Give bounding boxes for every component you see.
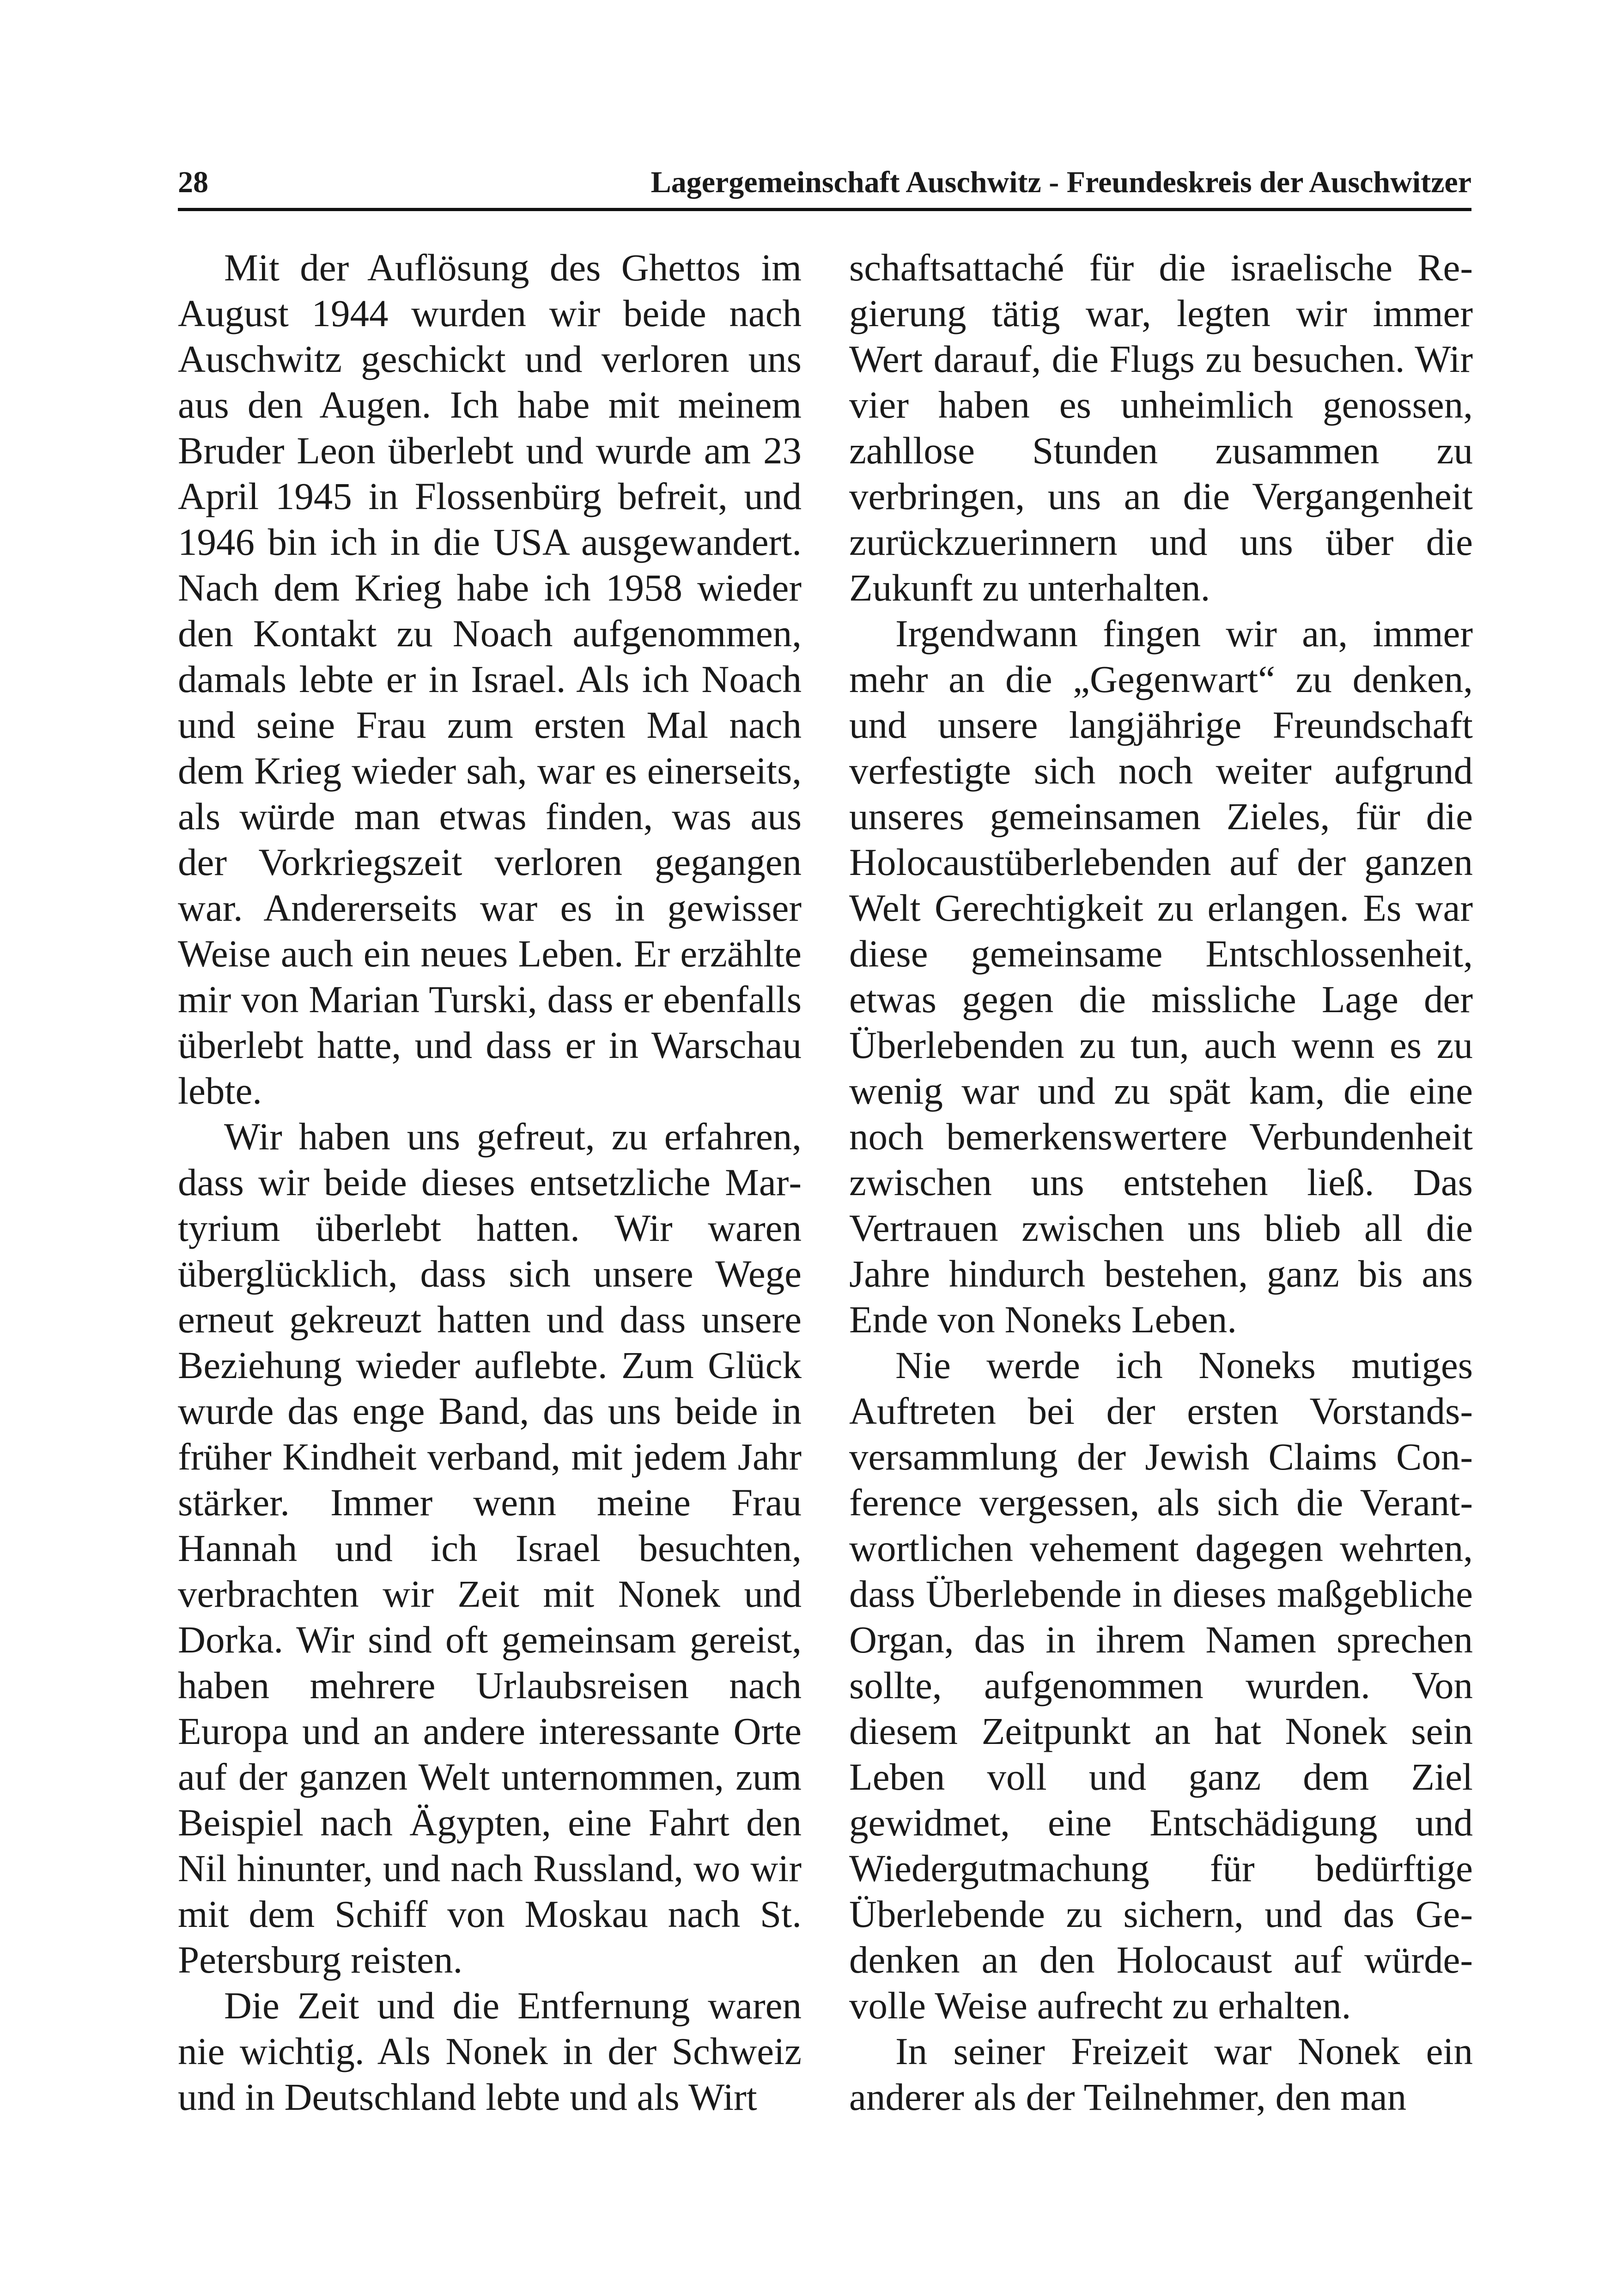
page-number: 28 bbox=[178, 165, 208, 199]
paragraph: Mit der Auflösung des Ghettos im August 1944 wurden wir beide nach Auschwitz geschickt und verloren uns aus den Augen. Ich habe mit meinem Bruder Leon überlebt und wurde am 23 April 1945 in Flossenbürg befreit, und 1946 bin ich in die USA ausgewandert. Nach dem Krieg habe ich 1958 wieder den Kontakt zu Noach aufgenommen, damals lebte er in Israel. Als ich Noach und seine Frau zum ersten Mal nach dem Krieg wieder sah, war es einerseits, als würde man etwas finden, was aus der Vorkriegszeit verloren gegangen war. Andererseits war es in gewisser Weise auch ein neues Leben. Er erzählte mir von Marian Turski, dass er ebenfalls überlebt hatte, und dass er in Warschau lebte. bbox=[178, 246, 802, 1112]
paragraph: Nie werde ich Noneks mutiges Auftreten bei der ersten Vorstandsversammlung der Jewish Claims Conference vergessen, als sich die Verantwortlichen vehement dagegen wehrten, dass Überlebende in dieses maßgebliche Organ, das in ihrem Namen sprechen sollte, aufgenommen wurden. Von diesem Zeitpunkt an hat Nonek sein Leben voll und ganz dem Ziel gewidmet, eine Entschädigung und Wiedergutmachung für bedürftige Überlebende zu sichern, und das Gedenken an den Holocaust auf würdevolle Weise aufrecht zu erhalten. bbox=[849, 1344, 1473, 2027]
header-rule bbox=[178, 208, 1471, 211]
running-title: Lagergemeinschaft Auschwitz - Freundeskreis der Auschwitzer bbox=[650, 165, 1471, 199]
paragraph: Irgendwann fingen wir an, immer mehr an die „Gegenwart“ zu denken, und unsere langjährige Freundschaft verfestigte sich noch weiter aufgrund unseres gemeinsamen Zieles, für die Holocaustüberlebenden auf der ganzen Welt Gerechtigkeit zu erlangen. Es war diese gemeinsame Entschlossenheit, etwas gegen die missliche Lage der Überlebenden zu tun, auch wenn es zu wenig war und zu spät kam, die eine noch bemerkenswertere Verbundenheit zwischen uns entstehen ließ. Das Vertrauen zwischen uns blieb all die Jahre hindurch bestehen, ganz bis ans Ende von Noneks Leben. bbox=[849, 612, 1473, 1341]
text-column-right bbox=[849, 245, 1473, 2120]
text-column-left bbox=[178, 245, 802, 2120]
page-header bbox=[178, 159, 1471, 206]
paragraph: schaftsattaché für die israelische Regierung tätig war, legten wir immer Wert darauf, die Flugs zu besuchen. Wir vier haben es unheimlich genossen, zahllose Stunden zusammen zu verbringen, uns an die Vergangenheit zurückzuerinnern und uns über die Zukunft zu unterhalten. bbox=[849, 246, 1473, 609]
paragraph: In seiner Freizeit war Nonek ein anderer als der Teilnehmer, den man bbox=[849, 2030, 1473, 2118]
paragraph: Wir haben uns gefreut, zu erfahren, dass wir beide dieses entsetzliche Martyrium überlebt hatten. Wir waren überglücklich, dass sich unsere Wege erneut gekreuzt hatten und dass unsere Beziehung wieder auflebte. Zum Glück wurde das enge Band, das uns beide in früher Kindheit verband, mit jedem Jahr stärker. Immer wenn meine Frau Hannah und ich Israel besuchten, verbrachten wir Zeit mit Nonek und Dorka. Wir sind oft gemeinsam gereist, haben mehrere Urlaubsreisen nach Europa und an andere interessante Orte auf der ganzen Welt unternommen, zum Beispiel nach Ägypten, eine Fahrt den Nil hinunter, und nach Russland, wo wir mit dem Schiff von Moskau nach St. Petersburg reisten. bbox=[178, 1115, 802, 1981]
paragraph: Die Zeit und die Entfernung waren nie wichtig. Als Nonek in der Schweiz und in Deutschland lebte und als Wirt bbox=[178, 1984, 802, 2118]
